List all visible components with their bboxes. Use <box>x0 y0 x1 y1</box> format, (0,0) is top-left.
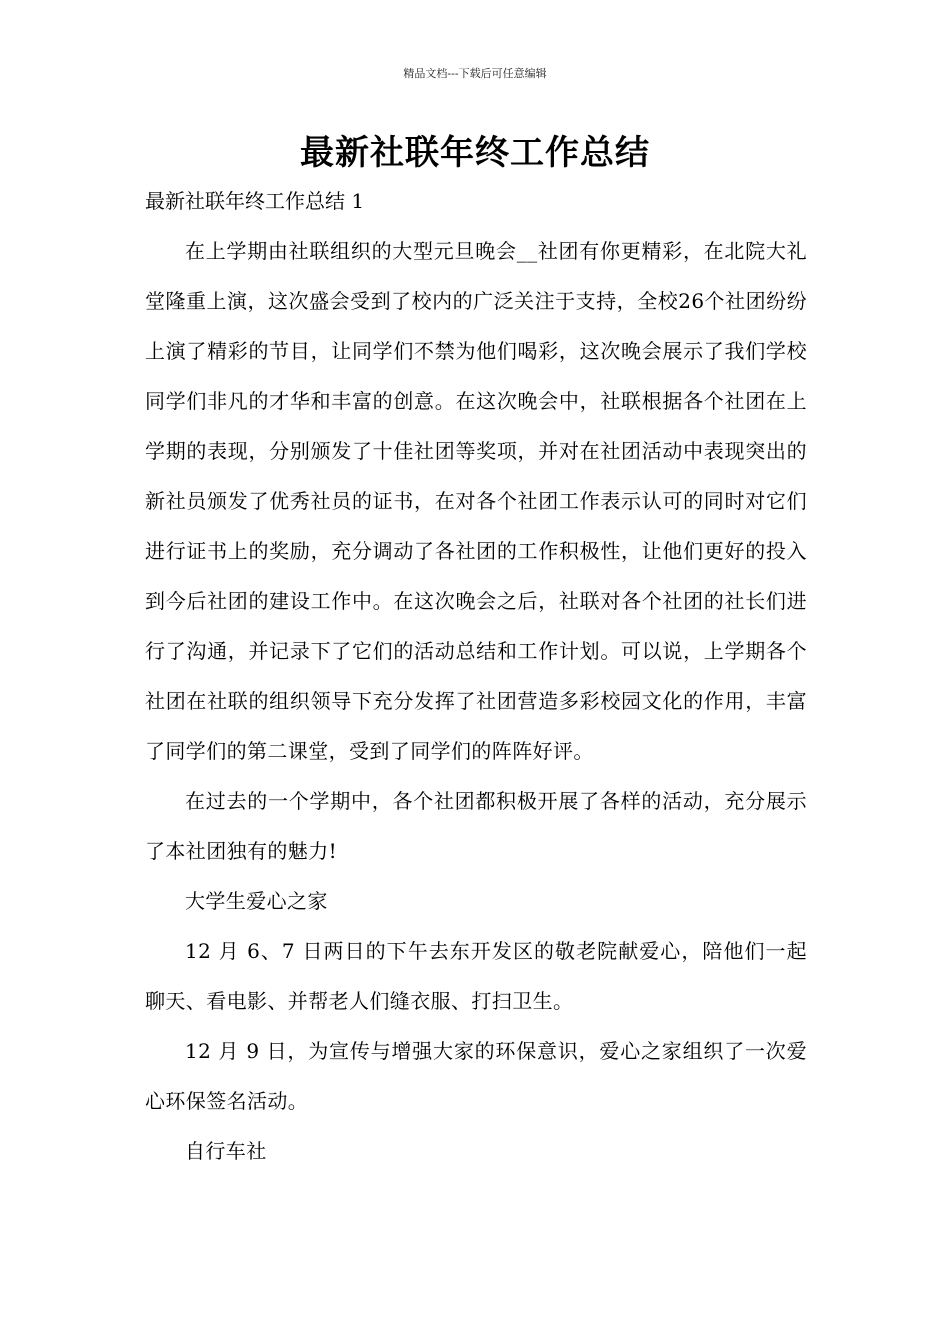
document-body <box>145 226 807 1176</box>
club-heading-love-home: 大学生爱心之家 <box>185 889 328 913</box>
section-subtitle: 最新社联年终工作总结 1 <box>145 189 365 213</box>
header-note: 精品文档---下载后可任意编辑 <box>403 67 547 80</box>
club-heading-bicycle: 自行车社 <box>185 1139 267 1163</box>
paragraph-intro: 在上学期由社联组织的大型元旦晚会__社团有你更精彩，在北院大礼堂隆重上演，这次盛会受到了校内的广泛关注于支持，全校26个社团纷纷上演了精彩的节目，让同学们不禁为他们喝彩，这次晚会展示了我们学校同学们非凡的才华和丰富的创意。在这次晚会中，社联根据各个社团在上学期的表现，分别颁发了十佳社团等奖项，并对在社团活动中表现突出的新社员颁发了优秀社员的证书，在对各个社团工作表示认可的同时对它们进行证书上的奖励，充分调动了各社团的工作积极性，让他们更好的投入到今后社团的建设工作中。在这次晚会之后，社联对各个社团的社长们进行了沟通，并记录下了它们的活动总结和工作计划。可以说，上学期各个社团在社联的组织领导下充分发挥了社团营造多彩校园文化的作用，丰富了同学们的第二课堂，受到了同学们的阵阵好评。 <box>145 239 807 763</box>
document-title: 最新社联年终工作总结 <box>300 133 650 173</box>
paragraph-love-home-signing: 12 月 9 日，为宣传与增强大家的环保意识，爱心之家组织了一次爱心环保签名活动。 <box>145 1039 807 1113</box>
paragraph-love-home-visit: 12 月 6、7 日两日的下午去东开发区的敬老院献爱心，陪他们一起聊天、看电影、并帮老人们缝衣服、打扫卫生。 <box>145 939 807 1013</box>
paragraph-activities: 在过去的一个学期中，各个社团都积极开展了各样的活动，充分展示了本社团独有的魅力! <box>145 789 807 863</box>
